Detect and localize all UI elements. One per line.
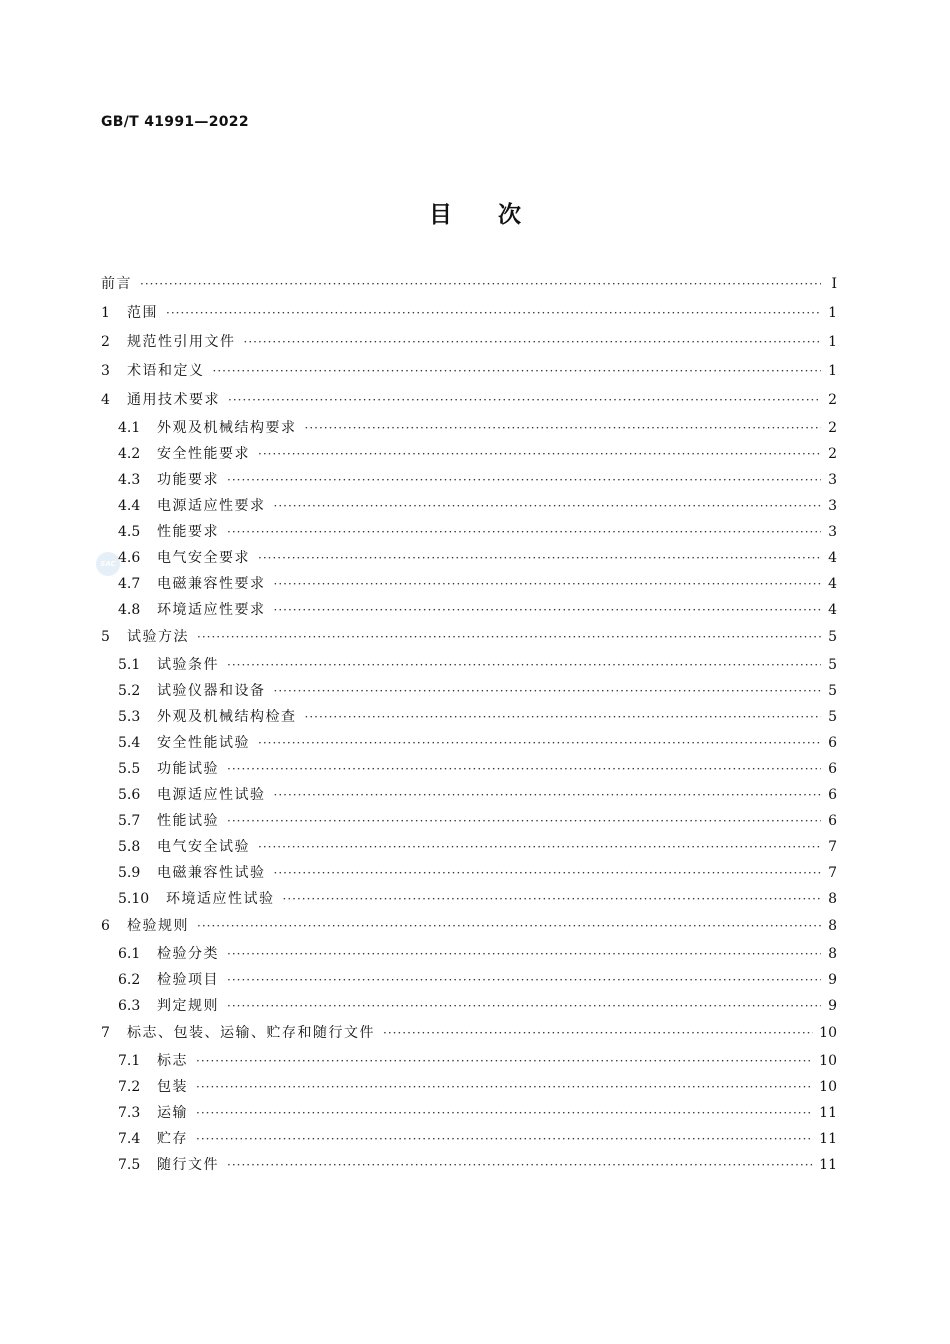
toc-entry-number: 4.2: [118, 446, 141, 462]
toc-entry-label: 安全性能试验: [157, 735, 250, 751]
toc-entry-page-number: 2: [828, 446, 837, 462]
toc-entry-number: 4.3: [118, 472, 141, 488]
toc-entry-label: 通用技术要求: [127, 392, 220, 408]
toc-entry-number: 5.6: [118, 787, 141, 803]
toc-entry-page-number: 3: [828, 472, 837, 488]
toc-entry-label: 功能要求: [157, 472, 219, 488]
toc-entry-label: 包装: [157, 1079, 188, 1095]
toc-entry-label: 环境适应性试验: [166, 891, 275, 907]
toc-entry[interactable]: [101, 1019, 837, 1048]
dot-leader: [227, 993, 821, 1019]
toc-entry-label: 外观及机械结构检查: [157, 709, 297, 725]
toc-entry-page-number: 10: [819, 1079, 837, 1095]
toc-entry-page-number: 5: [828, 657, 837, 673]
dot-leader: [305, 704, 822, 730]
toc-entry-number: 6: [101, 918, 110, 934]
dot-leader: [258, 834, 821, 860]
toc-entry-label: 性能要求: [157, 524, 219, 540]
toc-entry-label: 范围: [127, 305, 158, 321]
dot-leader: [274, 860, 822, 886]
toc-entry-number: 2: [101, 334, 110, 350]
dot-leader: [258, 441, 821, 467]
toc-entry-label: 检验规则: [127, 918, 189, 934]
toc-entry-page-number: 7: [828, 865, 837, 881]
dot-leader: [197, 623, 821, 652]
table-of-contents: [101, 270, 837, 1178]
toc-entry-number: 5.10: [118, 891, 150, 907]
toc-entry-label: 电源适应性要求: [157, 498, 266, 514]
toc-entry-page-number: 2: [828, 420, 837, 436]
toc-entry[interactable]: [101, 299, 837, 328]
dot-leader: [383, 1019, 813, 1048]
toc-entry[interactable]: [101, 1048, 837, 1074]
watermark-text: SAC: [100, 560, 116, 568]
toc-entry-label: 试验条件: [157, 657, 219, 673]
dot-leader: [196, 1126, 813, 1152]
document-number: GB/T 41991—2022: [101, 114, 249, 130]
toc-entry-label: 运输: [157, 1105, 188, 1121]
dot-leader: [227, 756, 821, 782]
toc-entry-number: 5.7: [118, 813, 141, 829]
toc-entry-number: 4.1: [118, 420, 141, 436]
toc-entry-label: 电源适应性试验: [157, 787, 266, 803]
dot-leader: [227, 967, 821, 993]
toc-entry-number: 5.2: [118, 683, 141, 699]
toc-entry[interactable]: [101, 441, 837, 467]
dot-leader: [197, 912, 821, 941]
toc-entry[interactable]: [101, 782, 837, 808]
toc-entry-page-number: 1: [828, 305, 837, 321]
toc-entry-number: 7.4: [118, 1131, 141, 1147]
toc-entry-number: 4.4: [118, 498, 141, 514]
toc-entry[interactable]: [101, 678, 837, 704]
toc-entry-label: 检验项目: [157, 972, 219, 988]
dot-leader: [274, 493, 822, 519]
toc-entry-number: 4.5: [118, 524, 141, 540]
toc-entry-label: 试验仪器和设备: [157, 683, 266, 699]
dot-leader: [227, 1152, 813, 1178]
dot-leader: [274, 782, 822, 808]
toc-entry-page-number: 9: [828, 972, 837, 988]
toc-entry-page-number: 4: [828, 576, 837, 592]
dot-leader: [227, 467, 821, 493]
dot-leader: [228, 386, 821, 415]
toc-entry-label: 性能试验: [157, 813, 219, 829]
toc-entry-label: 判定规则: [157, 998, 219, 1014]
toc-entry-number: 5.9: [118, 865, 141, 881]
toc-entry[interactable]: [101, 912, 837, 941]
toc-entry-number: 1: [101, 305, 110, 321]
toc-entry-label: 标志、包装、运输、贮存和随行文件: [127, 1025, 375, 1041]
toc-entry[interactable]: [101, 704, 837, 730]
toc-entry-label: 贮存: [157, 1131, 188, 1147]
toc-entry-number: 3: [101, 363, 110, 379]
dot-leader: [196, 1074, 813, 1100]
toc-entry[interactable]: [101, 967, 837, 993]
toc-entry-number: 5.1: [118, 657, 141, 673]
toc-entry[interactable]: [101, 1126, 837, 1152]
dot-leader: [196, 1048, 813, 1074]
toc-entry-label: 随行文件: [157, 1157, 219, 1173]
toc-entry[interactable]: [101, 1152, 837, 1178]
toc-entry-page-number: 11: [819, 1157, 837, 1173]
toc-entry-page-number: 5: [828, 709, 837, 725]
toc-entry[interactable]: [101, 860, 837, 886]
dot-leader: [258, 545, 821, 571]
toc-entry-page-number: 6: [828, 813, 837, 829]
toc-entry[interactable]: [101, 493, 837, 519]
toc-entry[interactable]: [101, 270, 837, 299]
toc-entry[interactable]: [101, 467, 837, 493]
toc-entry-label: 前言: [101, 276, 132, 292]
toc-entry[interactable]: [101, 571, 837, 597]
dot-leader: [274, 571, 822, 597]
toc-entry[interactable]: [101, 808, 837, 834]
toc-entry[interactable]: [101, 652, 837, 678]
toc-entry-page-number: Ⅰ: [831, 276, 837, 292]
dot-leader: [166, 299, 821, 328]
toc-entry[interactable]: [101, 756, 837, 782]
toc-entry[interactable]: [101, 415, 837, 441]
toc-entry[interactable]: [101, 941, 837, 967]
toc-entry[interactable]: [101, 545, 837, 571]
toc-entry-page-number: 4: [828, 602, 837, 618]
toc-entry-page-number: 3: [828, 524, 837, 540]
dot-leader: [283, 886, 822, 912]
toc-entry-number: 4.7: [118, 576, 141, 592]
dot-leader: [274, 597, 822, 623]
toc-entry-label: 规范性引用文件: [127, 334, 236, 350]
toc-entry[interactable]: [101, 886, 837, 912]
toc-entry-page-number: 10: [819, 1053, 837, 1069]
dot-leader: [305, 415, 822, 441]
toc-entry-page-number: 7: [828, 839, 837, 855]
toc-entry-page-number: 8: [828, 918, 837, 934]
toc-entry-label: 环境适应性要求: [157, 602, 266, 618]
toc-entry[interactable]: [101, 519, 837, 545]
toc-entry[interactable]: [101, 386, 837, 415]
toc-entry[interactable]: [101, 357, 837, 386]
dot-leader: [196, 1100, 813, 1126]
toc-entry-label: 电气安全要求: [157, 550, 250, 566]
dot-leader: [140, 270, 821, 299]
toc-entry-number: 5.4: [118, 735, 141, 751]
toc-entry-label: 电磁兼容性要求: [157, 576, 266, 592]
toc-entry-number: 7.3: [118, 1105, 141, 1121]
dot-leader: [274, 678, 822, 704]
toc-entry-label: 电气安全试验: [157, 839, 250, 855]
toc-entry-number: 4: [101, 392, 110, 408]
toc-entry-page-number: 8: [828, 891, 837, 907]
toc-entry-page-number: 11: [819, 1105, 837, 1121]
toc-entry[interactable]: [101, 834, 837, 860]
toc-entry-page-number: 2: [828, 392, 837, 408]
toc-entry-number: 5.5: [118, 761, 141, 777]
toc-entry[interactable]: [101, 1100, 837, 1126]
toc-entry-page-number: 1: [828, 363, 837, 379]
toc-entry-page-number: 5: [828, 683, 837, 699]
dot-leader: [227, 808, 821, 834]
toc-entry-page-number: 5: [828, 629, 837, 645]
toc-entry-page-number: 9: [828, 998, 837, 1014]
toc-entry-page-number: 6: [828, 735, 837, 751]
toc-entry-number: 7: [101, 1025, 110, 1041]
dot-leader: [227, 519, 821, 545]
dot-leader: [213, 357, 822, 386]
toc-entry-number: 4.8: [118, 602, 141, 618]
toc-entry-page-number: 6: [828, 761, 837, 777]
toc-entry-label: 电磁兼容性试验: [157, 865, 266, 881]
toc-entry-number: 7.1: [118, 1053, 141, 1069]
toc-entry-page-number: 4: [828, 550, 837, 566]
toc-entry-label: 安全性能要求: [157, 446, 250, 462]
toc-entry-label: 术语和定义: [127, 363, 205, 379]
toc-entry-number: 4.6: [118, 550, 141, 566]
toc-entry-label: 试验方法: [127, 629, 189, 645]
toc-entry-page-number: 1: [828, 334, 837, 350]
toc-entry-label: 标志: [157, 1053, 188, 1069]
toc-entry-number: 7.2: [118, 1079, 141, 1095]
toc-entry-number: 6.1: [118, 946, 141, 962]
toc-entry-number: 6.3: [118, 998, 141, 1014]
toc-entry-number: 7.5: [118, 1157, 141, 1173]
toc-entry[interactable]: [101, 1074, 837, 1100]
toc-entry-number: 6.2: [118, 972, 141, 988]
toc-entry[interactable]: [101, 597, 837, 623]
dot-leader: [244, 328, 822, 357]
dot-leader: [258, 730, 821, 756]
toc-entry-label: 外观及机械结构要求: [157, 420, 297, 436]
toc-entry-number: 5.3: [118, 709, 141, 725]
dot-leader: [227, 941, 821, 967]
page-title: 目次: [429, 202, 567, 228]
toc-entry-number: 5.8: [118, 839, 141, 855]
toc-entry-page-number: 3: [828, 498, 837, 514]
toc-entry-label: 功能试验: [157, 761, 219, 777]
toc-entry-page-number: 11: [819, 1131, 837, 1147]
dot-leader: [227, 652, 821, 678]
toc-entry-page-number: 10: [819, 1025, 837, 1041]
toc-entry-label: 检验分类: [157, 946, 219, 962]
toc-entry-page-number: 8: [828, 946, 837, 962]
toc-entry-number: 5: [101, 629, 110, 645]
toc-entry[interactable]: [101, 993, 837, 1019]
toc-entry[interactable]: [101, 730, 837, 756]
toc-entry[interactable]: [101, 623, 837, 652]
toc-entry-page-number: 6: [828, 787, 837, 803]
toc-entry[interactable]: [101, 328, 837, 357]
